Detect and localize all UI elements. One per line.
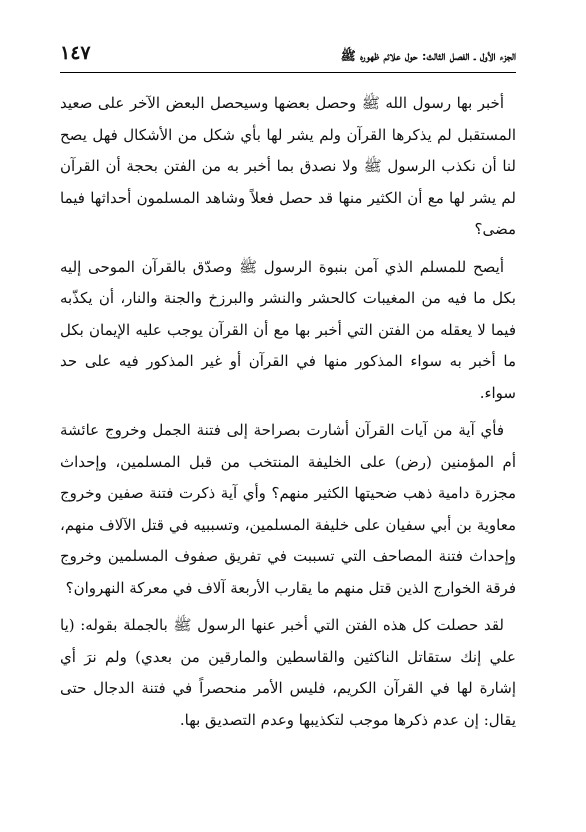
paragraph-2: أيصح للمسلم الذي آمن بنبوة الرسول ﷺ وصدّق بالقرآن الموحى إليه بكل ما فيه من المغيبات كالحشر والنشر والبرزخ والجنة والنار، أن يكذّبه فيما لا يعقله من الفتن التي أخبر بها مع أن القرآن يوجب عليه الإيمان بكل ما أخبر به سواء المذكور منها في القرآن أو غير المذكور فيه على حد سواء. <box>60 257 516 402</box>
running-header <box>60 40 516 70</box>
paragraph-1: أخبر بها رسول الله ﷺ وحصل بعضها وسيحصل البعض الآخر على صعيد المستقبل لم يذكرها القرآن ولم يشر لها بأي شكل من الأشكال فهل يصح لنا أن نكذب الرسول ﷺ ولا نصدق بما أخبر به من الفتن بحجة أن القرآن لم يشر لها مع أن الكثير منها قد حصل فعلاً وشاهد المسلمون أحداثها فيما مضى؟ <box>60 94 516 238</box>
paragraph-3: فأي آية من آيات القرآن أشارت بصراحة إلى فتنة الجمل وخروج عائشة أم المؤمنين (رض) على الخليفة المنتخب من قبل المسلمين، وإحداث مجزرة دامية ذهب ضحيتها الكثير منهم؟ وأي آية ذكرت فتنة صفين وخروج معاوية بن أبي سفيان على خليفة المسلمين، وتسببيه في قتل الآلاف منهم، وإحداث فتنة المصاحف التي تسببت في تفريق صفوف المسلمين وخروج فرقة الخوارج الذين قتل منهم ما يقارب الأربعة آلاف في معركة النهروان؟ <box>60 421 516 597</box>
page-number: ١٤٧ <box>60 42 91 64</box>
running-header-title: الجزء الأول ـ الفصل الثالث: حول علائم ظهوره ﷺ <box>340 48 516 63</box>
paragraph-4: لقد حصلت كل هذه الفتن التي أخبر عنها الرسول ﷺ بالجملة بقوله: (يا علي إنك ستقاتل الناكثين والقاسطين والمارقين من بعدي) ولم نرَ أي إشارة لها في القرآن الكريم، فليس الأمر منحصراً في فتنة الدجال حتى يقال: إن عدم ذكرها موجب لتكذيبها وعدم التصديق بها. <box>60 616 516 729</box>
body-text <box>60 88 516 736</box>
header-divider <box>60 72 516 73</box>
